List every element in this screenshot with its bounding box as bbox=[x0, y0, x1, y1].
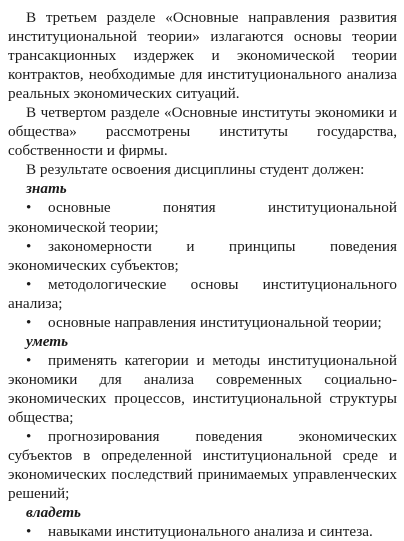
label-be-able-to: уметь bbox=[26, 332, 69, 350]
list-item-text: навыками институционального анализа и синтеза. bbox=[48, 523, 373, 541]
list-item bbox=[8, 522, 397, 541]
bullet-icon: • bbox=[26, 313, 32, 331]
list-item bbox=[8, 313, 397, 332]
list-item bbox=[8, 237, 397, 275]
bullet-icon: • bbox=[26, 237, 32, 255]
list-item bbox=[8, 198, 397, 236]
list-item-text: закономерности и принципы поведения экономических субъектов; bbox=[8, 237, 397, 274]
list-item bbox=[8, 275, 397, 313]
list-item-text: основные понятия институциональной экономической теории; bbox=[8, 199, 397, 236]
list-item-text: прогнозирования поведения экономических субъектов в определенной институциональной среде и экономических последствий принимаемых управленческих решений; bbox=[8, 428, 397, 503]
list-item bbox=[8, 351, 397, 427]
bullet-icon: • bbox=[26, 523, 32, 541]
document-page bbox=[8, 8, 397, 541]
list-item-text: методологические основы институционального анализа; bbox=[8, 275, 397, 312]
bullet-icon: • bbox=[26, 351, 32, 369]
list-item-text: применять категории и методы институциональной экономики для анализа современных социально-экономических процессов, институциональной структуры общества; bbox=[8, 351, 397, 426]
bullet-icon: • bbox=[26, 199, 32, 217]
label-master: владеть bbox=[26, 504, 82, 522]
list-item bbox=[8, 427, 397, 503]
bullet-icon: • bbox=[26, 275, 32, 293]
bullet-icon: • bbox=[26, 428, 32, 446]
label-know: знать bbox=[26, 180, 67, 198]
list-item-text: основные направления институциональной теории; bbox=[48, 313, 382, 331]
paragraph-section-four: В четвертом разделе «Основные институты экономики и общества» рассмотрены институты государства, собственности и фирмы. bbox=[8, 104, 397, 160]
paragraph-section-three: В третьем разделе «Основные направления развития институциональной теории» излагаются основы теории трансакционных издержек и экономической теории контрактов, необходимые для институционального анализа реальных экономических ситуаций. bbox=[8, 9, 397, 103]
paragraph-learning-outcomes-intro: В результате освоения дисциплины студент должен: bbox=[26, 161, 365, 179]
